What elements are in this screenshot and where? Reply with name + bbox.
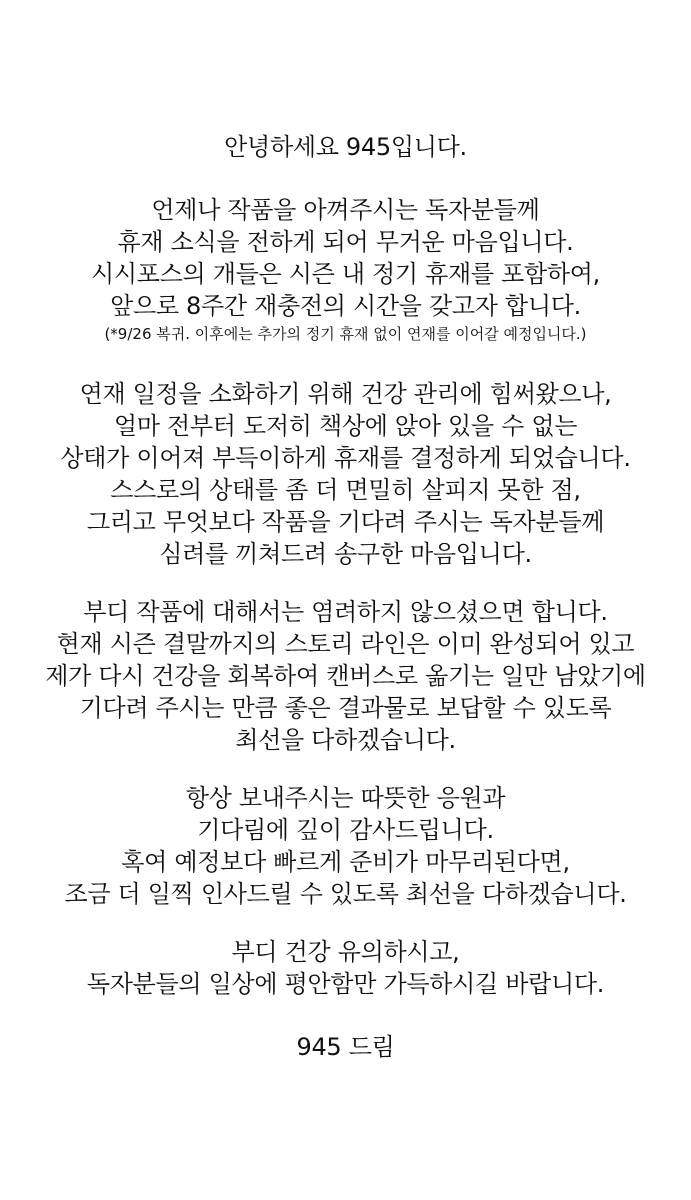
paragraph2-line5: 그리고 무엇보다 작품을 기다려 주시는 독자분들께: [86, 508, 605, 536]
paragraph1-line3: 시시포스의 개들은 시즌 내 정기 휴재를 포함하여,: [91, 260, 600, 288]
greeting-text: 안녕하세요 945입니다.: [224, 133, 467, 161]
paragraph2-line6: 심려를 끼쳐드려 송구한 마음입니다.: [159, 540, 532, 568]
paragraph2-line1: 연재 일정을 소화하기 위해 건강 관리에 힘써왔으나,: [79, 380, 612, 408]
paragraph5-line2: 독자분들의 일상에 평안함만 가득하시길 바랍니다.: [86, 970, 605, 998]
paragraph3-line1: 부디 작품에 대해서는 염려하지 않으셨으면 합니다.: [83, 598, 608, 626]
signature-text: 945 드림: [296, 1033, 395, 1061]
paragraph1-line1: 언제나 작품을 아껴주시는 독자분들께: [151, 196, 540, 224]
paragraph4-line4: 조금 더 일찍 인사드릴 수 있도록 최선을 다하겠습니다.: [64, 880, 627, 908]
paragraph3-line2: 현재 시즌 결말까지의 스토리 라인은 이미 완성되어 있고: [56, 630, 635, 658]
paragraph2-line2: 얼마 전부터 도저히 책상에 앉아 있을 수 없는: [113, 412, 578, 440]
paragraph4-line3: 혹여 예정보다 빠르게 준비가 마무리된다면,: [121, 848, 570, 876]
paragraph3-line5: 최선을 다하겠습니다.: [235, 726, 456, 754]
paragraph2-line4: 스스로의 상태를 좀 더 면밀히 살피지 못한 점,: [110, 476, 581, 504]
paragraph2-line3: 상태가 이어져 부득이하게 휴재를 결정하게 되었습니다.: [60, 444, 631, 472]
paragraph1-line2: 휴재 소식을 전하게 되어 무거운 마음입니다.: [117, 228, 574, 256]
paragraph4-line2: 기다림에 깊이 감사드립니다.: [197, 816, 494, 844]
return-date-note: (*9/26 복귀. 이후에는 추가의 정기 휴재 없이 연재를 이어갈 예정입니다.): [104, 325, 587, 343]
paragraph3-line4: 기다려 주시는 만큼 좋은 결과물로 보답할 수 있도록: [79, 694, 612, 722]
paragraph4-line1: 항상 보내주시는 따뜻한 응원과: [185, 784, 506, 812]
paragraph3-line3: 제가 다시 건강을 회복하여 캔버스로 옮기는 일만 남았기에: [45, 662, 646, 690]
paragraph5-line1: 부디 건강 유의하시고,: [231, 938, 460, 966]
paragraph1-line4: 앞으로 8주간 재충전의 시간을 갖고자 합니다.: [110, 292, 581, 320]
